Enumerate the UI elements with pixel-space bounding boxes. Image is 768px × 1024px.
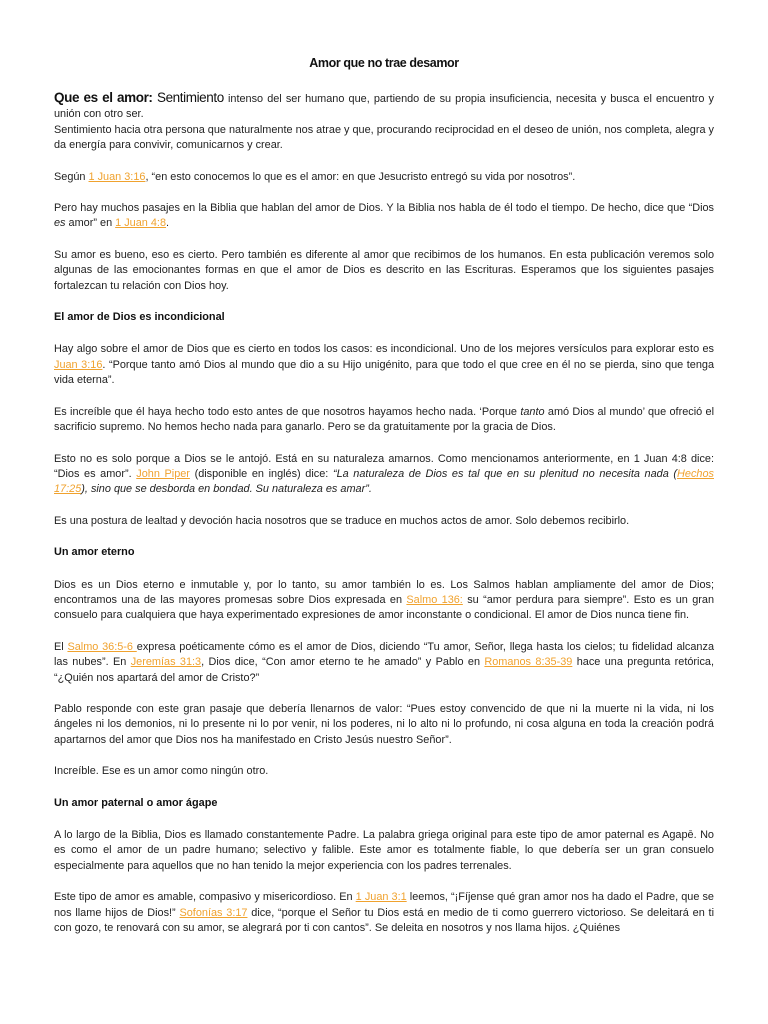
verse-link[interactable]: Hechos 17:25 xyxy=(54,467,714,496)
quote: ), sino que se desborda en bondad. Su naturaleza es amar”. xyxy=(81,483,372,496)
verse-link[interactable]: Romanos 8:35-39 xyxy=(484,656,573,669)
text: hace una pregunta retórica, “¿Quién nos apartará del amor de Cristo?” xyxy=(54,656,714,684)
verse-link[interactable]: Salmo 36:5-6 xyxy=(67,640,137,653)
text: Dios es un Dios eterno e inmutable y, por lo tanto, su amor también lo es. Los Salmos hablan ampliamente del amor de Dios; encontramos una de las mayores promesas sobre Dios expresada en xyxy=(54,578,714,606)
text: Hay algo sobre el amor de Dios que es cierto en todos los casos: es incondicional. Uno de los mejores versículos para explorar esto es xyxy=(54,343,714,356)
text: Es increíble que él haya hecho todo esto antes de que nosotros hayamos hecho nada. ‘Porque xyxy=(54,405,521,418)
intro-lead xyxy=(54,90,224,105)
emphasis: tanto xyxy=(520,405,545,418)
text: expresa poéticamente cómo es el amor de Dios, diciendo “Tu amor, Señor, llega hasta los cielos; tu fidelidad alcanza las nubes”. En xyxy=(54,640,714,669)
document-title: Amor que no trae desamor xyxy=(309,56,459,70)
verse-link[interactable]: Salmo 136: xyxy=(406,593,463,606)
quote: “La naturaleza de Dios es tal que en su plenitud no necesita nada ( xyxy=(332,467,678,480)
text: El xyxy=(54,640,68,653)
paragraph-10: Pablo responde con este gran pasaje que debería llenarnos de valor: “Pues estoy convencido de que ni la muerte ni la vida, ni los ángeles ni los demonios, ni lo presente ni lo por venir, ni los poderes, ni lo alto ni lo profundo, ni cosa alguna en toda la creación podrá apartarnos del amor que Dios nos ha manifestado en Cristo Jesús nuestro Señor”. xyxy=(54,702,714,746)
text: amor” en xyxy=(65,217,116,230)
section-heading: Un amor eterno xyxy=(54,546,135,559)
paragraph-3: Su amor es bueno, eso es cierto. Pero también es diferente al amor que recibimos de los humanos. En esta publicación veremos solo algunas de las emocionantes formas en que el amor de Dios es descrito en las Escrituras. Esperamos que los siguientes pasajes fortalezcan tu relación con Dios hoy. xyxy=(54,248,714,292)
paragraph-4 xyxy=(54,342,714,388)
text: leemos, “¡Fíjense qué gran amor nos ha dado el Padre, que se nos llame hijos de Dios!” xyxy=(54,891,714,919)
verse-link[interactable]: Sofonías 3:17 xyxy=(179,906,248,919)
paragraph-13 xyxy=(54,890,714,936)
emphasis: es xyxy=(54,217,66,230)
text: Según xyxy=(54,170,89,183)
paragraph-12: A lo largo de la Biblia, Dios es llamado constantemente Padre. La palabra griega original para este tipo de amor paternal es Agapē. No es como el amor de un padre humano; selectivo y falible. Este amor es totalmente fiable, lo que debería ser un gran consuelo especialmente para aquellos que no han tenido la mejor experiencia con los padres terrenales. xyxy=(54,829,714,872)
section-heading: Un amor paternal o amor ágape xyxy=(54,796,218,809)
verse-link[interactable]: Jeremías 31:3 xyxy=(130,656,202,669)
verse-link[interactable]: 1 Juan 4:8 xyxy=(115,217,167,230)
section-heading: El amor de Dios es incondicional xyxy=(54,311,225,324)
text: dice, “porque el Señor tu Dios está en medio de ti como guerrero victorioso. Se deleitará en ti con gozo, te renovará con su amor, se alegrará por ti con cantos”. Se deleita en nosotros y nos llama hijos. ¿Quiénes xyxy=(54,906,714,935)
text: su “amor perdura para siempre”. Esto es un gran consuelo para cualquiera que haya experimentado expresiones de amor inconstante o condicional. El amor de Dios nunca tiene fin. xyxy=(54,593,715,622)
text: Este tipo de amor es amable, compasivo y misericordioso. En xyxy=(54,891,356,904)
text: Pero hay muchos pasajes en la Biblia que hablan del amor de Dios. Y la Biblia nos habla de él todo el tiempo. De hecho, dice que “Dios xyxy=(54,202,714,215)
verse-link[interactable]: 1 Juan 3:1 xyxy=(355,891,407,904)
verse-link[interactable]: Juan 3:16 xyxy=(54,358,103,371)
text: . “Porque tanto amó Dios al mundo que dio a su Hijo unigénito, para que todo el que cree en él no se pierda, sino que tenga vida eterna”. xyxy=(54,358,714,387)
intro-label: Que es el amor: xyxy=(54,90,153,105)
intro-lead-word: Sentimiento xyxy=(156,90,224,105)
intro-line2: Sentimiento hacia otra persona que naturalmente nos atrae y que, procurando reciprocidad en el deseo de unión, nos completa, alegra y da energía para convivir, comunicarnos y crear. xyxy=(54,123,714,152)
text: . xyxy=(166,217,170,230)
paragraph-7: Es una postura de lealtad y devoción hacia nosotros que se traduce en muchos actos de amor. Solo debemos recibirlo. xyxy=(54,514,630,527)
intro-rest: intenso del ser humano que, partiendo de su propia insuficiencia, necesita y busca el encuentro y unión con otro ser. xyxy=(54,93,714,121)
verse-link[interactable]: 1 Juan 3:16 xyxy=(88,170,146,183)
paragraph-8 xyxy=(54,578,714,624)
paragraph-9 xyxy=(54,640,714,686)
paragraph-1 xyxy=(54,170,714,185)
intro-paragraph xyxy=(54,90,714,154)
text: amó Dios al mundo’ que ofreció el sacrificio supremo. No hemos hecho nada para ganarlo. Pero se da gratuitamente por la gracia de Dios. xyxy=(54,405,714,434)
paragraph-5 xyxy=(54,405,714,436)
text: Esto no es solo porque a Dios se le antojó. Está en su naturaleza amarnos. Como mencionamos anteriormente, en 1 Juan 4:8 dice: “Dios es amor”. xyxy=(54,452,714,480)
text: , Dios dice, “Con amor eterno te he amado” y Pablo en xyxy=(201,656,485,669)
paragraph-11: Increíble. Ese es un amor como ningún otro. xyxy=(54,765,269,778)
text: , “en esto conocemos lo que es el amor: en que Jesucristo entregó su vida por nosotros”. xyxy=(145,170,576,183)
paragraph-2 xyxy=(54,201,714,232)
paragraph-6 xyxy=(54,452,714,498)
text: (disponible en inglés) dice: xyxy=(189,467,333,480)
author-link[interactable]: John Piper xyxy=(136,467,190,480)
